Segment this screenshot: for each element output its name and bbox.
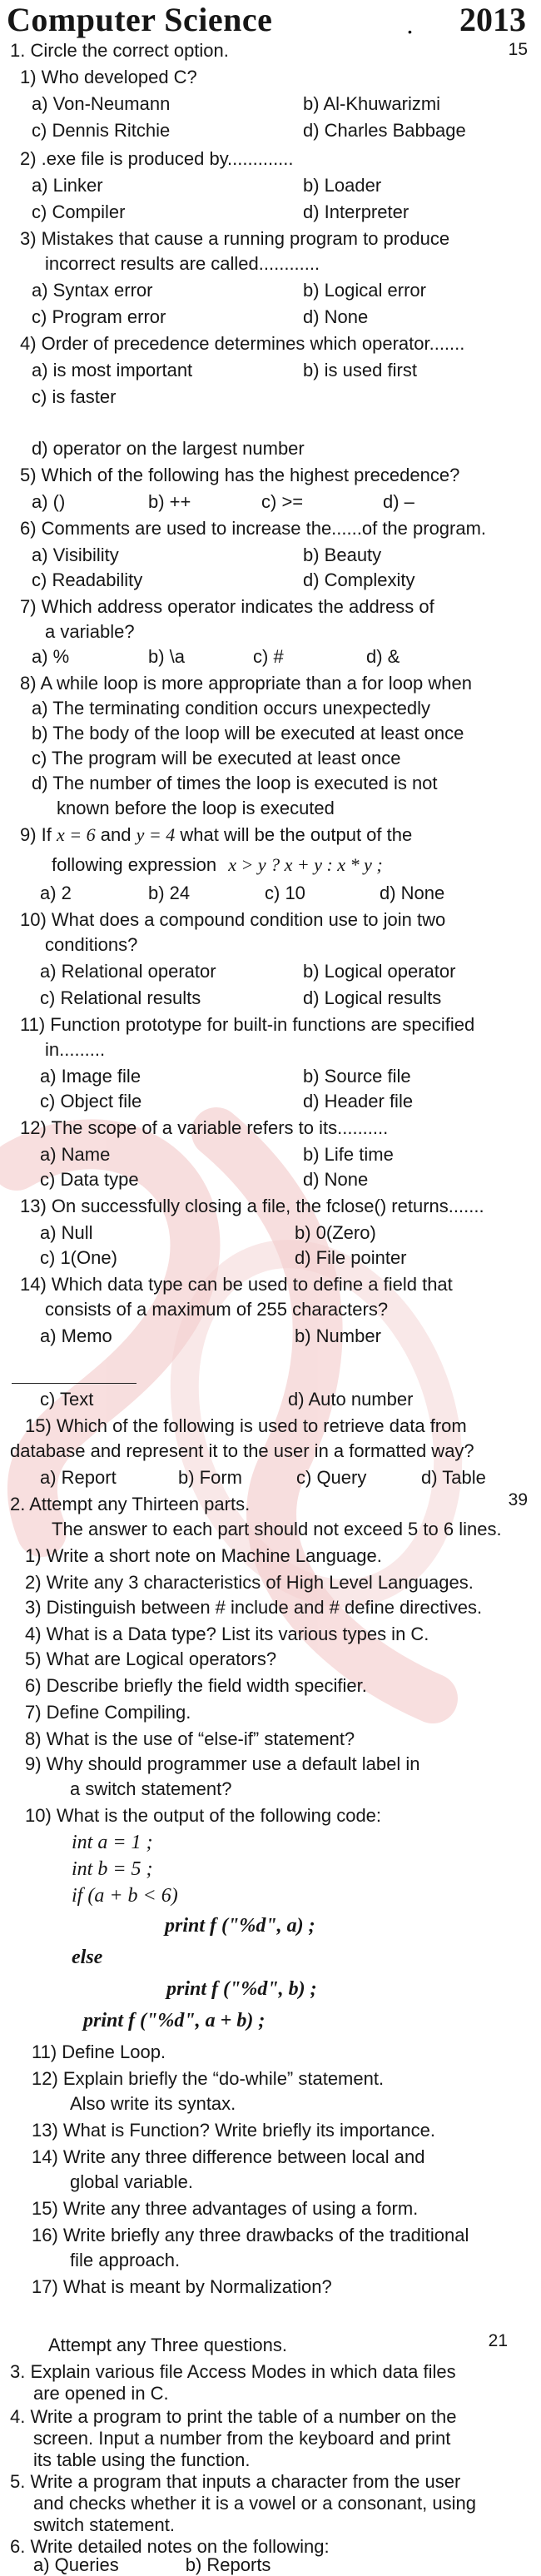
q12-opt-c: c) Data type [40,1169,139,1190]
q2-opt-b: b) Loader [303,175,382,196]
code-line-4: print f ("%d", a) ; [165,1915,315,1937]
q8-opt-d: d) The number of times the loop is executed is not [32,773,438,793]
q7-opt-a: a) % [32,646,70,667]
s2-item-6: 6) Describe briefly the field width specifier. [25,1675,367,1696]
s2-item-1: 1) Write a short note on Machine Language. [25,1545,382,1566]
q10-opt-b: b) Logical operator [303,961,456,982]
q9-opt-a: a) 2 [40,883,72,903]
q15-text: 15) Which of the following is used to retrieve data from [25,1415,467,1436]
q13-opt-d: d) File pointer [295,1247,407,1268]
q3-opt-d: d) None [303,306,369,327]
q14-opt-d: d) Auto number [288,1389,414,1410]
q3-opt-c: c) Program error [32,306,166,327]
s2-item-12-cont: Also write its syntax. [70,2093,236,2114]
q14-opt-c: c) Text [40,1389,94,1410]
q10-text-cont: conditions? [45,934,138,955]
q12-text: 12) The scope of a variable refers to its.......... [20,1117,389,1138]
code-line-2: int b = 5 ; [72,1858,153,1880]
q11-text-cont: in......... [45,1039,106,1060]
q9-lead2: following expression [52,854,217,875]
q9-lead: 9) If [20,824,52,845]
q5-text: 5) Which of the following has the highest precedence? [20,465,460,485]
q9-and: and [100,824,132,845]
s2-item-7: 7) Define Compiling. [25,1702,191,1723]
section2-instruction: The answer to each part should not exceed 5 to 6 lines. [52,1519,502,1539]
section2-heading: 2. Attempt any Thirteen parts. [10,1494,251,1514]
q9-expr-y: y = 4 [136,824,176,845]
q1-text: 1) Who developed C? [20,67,197,87]
q7-text: 7) Which address operator indicates the address of [20,596,434,617]
section3-marks: 21 [488,2331,508,2350]
q14-text-cont: consists of a maximum of 255 characters? [45,1299,389,1320]
section1-heading: 1. Circle the correct option. [10,40,229,61]
q9-opt-d: d) None [380,883,445,903]
q13-text: 13) On successfully closing a file, the fclose() returns....... [20,1196,484,1216]
q7-text-cont: a variable? [45,621,135,642]
s3-item-5-cont2: switch statement. [33,2514,175,2535]
subject-title: Computer Science [7,1,273,38]
q2-opt-a: a) Linker [32,175,103,196]
section2-marks: 39 [508,1490,528,1509]
s2-item-14-cont: global variable. [70,2171,193,2192]
q13-opt-b: b) 0(Zero) [295,1222,376,1243]
q15-opt-a: a) Report [40,1467,117,1488]
q9-expression: x > y ? x + y : x * y ; [228,854,383,875]
q4-text: 4) Order of precedence determines which operator....... [20,333,465,354]
q9-text [20,824,412,846]
s2-item-8: 8) What is the use of “else-if” statement? [25,1728,355,1749]
q5-opt-c: c) >= [261,491,304,512]
q7-opt-b: b) \a [148,646,186,667]
q10-opt-a: a) Relational operator [40,961,216,982]
s2-item-10: 10) What is the output of the following code: [25,1805,382,1826]
s3-item-6-opt-a: a) Queries [33,2554,119,2575]
q6-opt-a: a) Visibility [32,545,119,565]
q8-opt-d-cont: known before the loop is executed [57,798,335,818]
q6-opt-d: d) Complexity [303,569,415,590]
s2-item-12: 12) Explain briefly the “do-while” statement. [32,2068,385,2089]
q15-opt-d: d) Table [421,1467,486,1488]
s2-item-16: 16) Write briefly any three drawbacks of the traditional [32,2225,469,2245]
q6-text: 6) Comments are used to increase the......of the program. [20,518,487,539]
s2-item-4: 4) What is a Data type? List its various types in C. [25,1624,429,1644]
q5-opt-b: b) ++ [148,491,191,512]
q3-opt-b: b) Logical error [303,280,426,301]
s2-item-14: 14) Write any three difference between local and [32,2146,425,2167]
q3-opt-a: a) Syntax error [32,280,153,301]
q1-opt-d: d) Charles Babbage [303,120,466,141]
code-line-7: print f ("%d", a + b) ; [83,2010,266,2031]
q15-text-cont: database and represent it to the user in a formatted way? [10,1440,474,1461]
q3-text: 3) Mistakes that cause a running program to produce [20,228,450,249]
q9-expr-x: x = 6 [57,824,96,845]
q11-opt-b: b) Source file [303,1066,411,1087]
q5-opt-d: d) – [383,491,414,512]
s2-item-17: 17) What is meant by Normalization? [32,2276,332,2297]
q13-opt-c: c) 1(One) [40,1247,117,1268]
q7-opt-d: d) & [366,646,400,667]
section3-heading: Attempt any Three questions. [48,2335,287,2355]
s3-item-6-opt-b: b) Reports [185,2554,271,2575]
q15-opt-b: b) Form [178,1467,242,1488]
s3-item-3-cont: are opened in C. [33,2383,169,2404]
code-line-1: int a = 1 ; [72,1832,153,1853]
q14-opt-a: a) Memo [40,1325,112,1346]
q14-opt-b: b) Number [295,1325,381,1346]
s3-item-6-options [33,2554,270,2576]
q7-opt-c: c) # [253,646,284,667]
s2-item-9: 9) Why should programmer use a default label in [25,1753,420,1774]
stray-dot: • [408,25,412,38]
q9-text-cont [52,854,383,876]
s2-item-16-cont: file approach. [70,2250,181,2270]
q1-opt-c: c) Dennis Ritchie [32,120,171,141]
q10-text: 10) What does a compound condition use to join two [20,909,446,930]
q15-opt-c: c) Query [296,1467,367,1488]
q5-opt-a: a) () [32,491,66,512]
q2-opt-d: d) Interpreter [303,201,409,222]
s3-item-4-cont: screen. Input a number from the keyboard and print [33,2428,451,2449]
code-line-3: if (a + b < 6) [72,1885,178,1907]
s3-item-3: 3. Explain various file Access Modes in which data files [10,2361,456,2382]
q8-opt-a: a) The terminating condition occurs unexpectedly [32,698,430,719]
q2-opt-c: c) Compiler [32,201,126,222]
q11-text: 11) Function prototype for built-in functions are specified [20,1014,475,1035]
divider-line [12,1383,136,1384]
q9-opt-c: c) 10 [265,883,305,903]
q4-opt-d: d) operator on the largest number [32,438,305,459]
q11-opt-a: a) Image file [40,1066,141,1087]
q3-text-cont: incorrect results are called............ [45,253,320,274]
s2-item-3: 3) Distinguish between # include and # define directives. [25,1597,483,1618]
exam-year: 2013 [459,1,526,38]
q13-opt-a: a) Null [40,1222,93,1243]
s3-item-5: 5. Write a program that inputs a character from the user [10,2471,461,2492]
q12-opt-d: d) None [303,1169,369,1190]
code-line-6: print f ("%d", b) ; [166,1978,317,2000]
q6-opt-c: c) Readability [32,569,143,590]
s2-item-13: 13) What is Function? Write briefly its importance. [32,2120,435,2141]
q12-opt-b: b) Life time [303,1144,394,1165]
q11-opt-d: d) Header file [303,1091,414,1111]
q4-opt-a: a) is most important [32,360,193,380]
s3-item-4: 4. Write a program to print the table of a number on the [10,2406,457,2427]
section1-marks: 15 [508,40,528,59]
q2-text: 2) .exe file is produced by............. [20,148,294,169]
q6-opt-b: b) Beauty [303,545,382,565]
q1-opt-a: a) Von-Neumann [32,93,171,114]
q10-opt-c: c) Relational results [40,987,201,1008]
s2-item-11: 11) Define Loop. [32,2041,166,2062]
q9-opt-b: b) 24 [148,883,191,903]
s2-item-15: 15) Write any three advantages of using a form. [32,2198,419,2219]
q4-opt-c: c) is faster [32,386,117,407]
q8-text: 8) A while loop is more appropriate than a for loop when [20,673,472,694]
q11-opt-c: c) Object file [40,1091,142,1111]
q14-text: 14) Which data type can be used to define a field that [20,1274,453,1295]
s2-item-5: 5) What are Logical operators? [25,1649,277,1669]
q8-opt-b: b) The body of the loop will be executed at least once [32,723,464,743]
s2-item-2: 2) Write any 3 characteristics of High Level Languages. [25,1572,474,1593]
q10-opt-d: d) Logical results [303,987,442,1008]
q9-rest: what will be the output of the [180,824,413,845]
s3-item-4-cont2: its table using the function. [33,2449,251,2470]
q8-opt-c: c) The program will be executed at least once [32,748,401,768]
s3-item-5-cont: and checks whether it is a vowel or a consonant, using [33,2493,476,2514]
s2-item-9-cont: a switch statement? [70,1778,232,1799]
q12-opt-a: a) Name [40,1144,111,1165]
s3-item-6: 6. Write detailed notes on the following: [10,2536,330,2557]
q4-opt-b: b) is used first [303,360,417,380]
code-line-5: else [72,1947,103,1968]
q1-opt-b: b) Al-Khuwarizmi [303,93,441,114]
